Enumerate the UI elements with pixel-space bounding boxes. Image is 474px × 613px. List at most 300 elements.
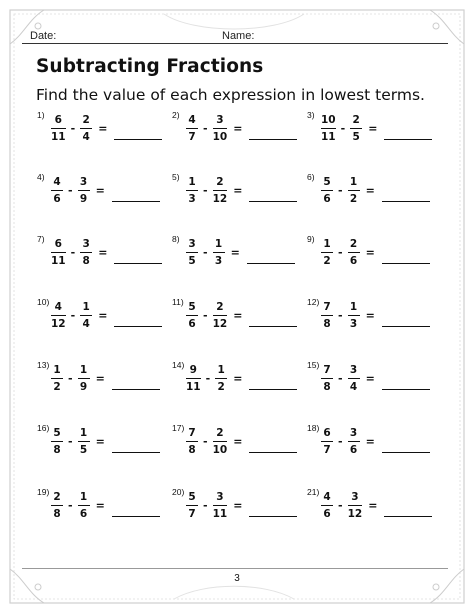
denominator: 12 [347, 507, 363, 520]
fraction-bar [321, 315, 333, 316]
answer-blank[interactable] [249, 440, 297, 453]
denominator: 12 [212, 317, 228, 330]
problem-number: 5) [172, 172, 180, 182]
subtrahend-fraction [213, 238, 225, 267]
fraction-bar [51, 252, 66, 253]
problem-item [172, 172, 302, 208]
problem-item [307, 172, 437, 208]
numerator: 2 [352, 113, 360, 126]
denominator: 11 [186, 380, 201, 393]
problem-expression [186, 110, 297, 146]
subtrahend-fraction [213, 176, 228, 205]
denominator: 2 [349, 192, 358, 205]
denominator: 3 [188, 192, 196, 205]
subtrahend-fraction [348, 238, 360, 267]
date-label: Date: [30, 30, 57, 42]
minus-sign: - [205, 371, 211, 385]
subtrahend-fraction [215, 364, 227, 393]
answer-blank[interactable] [382, 314, 430, 327]
answer-blank[interactable] [114, 127, 162, 140]
minus-sign: - [68, 183, 73, 197]
subtrahend-fraction [78, 427, 90, 456]
problem-expression [51, 360, 160, 396]
minus-sign: - [70, 245, 76, 259]
minus-sign: - [68, 434, 73, 448]
minuend-fraction [186, 114, 198, 143]
fraction-bar [348, 190, 360, 191]
numerator: 3 [82, 237, 90, 250]
numerator: 9 [189, 363, 197, 376]
problem-number: 12) [307, 297, 320, 307]
problem-item [307, 234, 437, 270]
problem-expression [186, 423, 297, 459]
problem-number: 11) [172, 297, 184, 307]
fraction-bar [51, 190, 63, 191]
fraction-bar [80, 128, 92, 129]
problem-expression [321, 487, 432, 523]
numerator: 2 [82, 113, 90, 126]
equals-sign: = [365, 308, 375, 322]
subtrahend-fraction [348, 176, 360, 205]
equals-sign: = [365, 183, 375, 197]
problem-item [37, 423, 167, 459]
numerator: 7 [323, 363, 331, 376]
problem-expression [51, 172, 160, 208]
equals-sign: = [98, 308, 108, 322]
denominator: 6 [349, 443, 358, 456]
problem-item [37, 172, 167, 208]
denominator: 6 [53, 192, 61, 205]
answer-blank[interactable] [114, 314, 162, 327]
problem-number: 21) [307, 487, 320, 497]
denominator: 7 [323, 443, 331, 456]
subtrahend-fraction [213, 491, 228, 520]
minus-sign: - [70, 121, 76, 135]
problem-number: 3) [307, 110, 315, 120]
numerator: 2 [349, 237, 358, 250]
numerator: 1 [79, 426, 88, 439]
problem-number: 15) [307, 360, 320, 370]
minuend-fraction [51, 176, 63, 205]
answer-blank[interactable] [384, 127, 432, 140]
problem-expression [51, 423, 160, 459]
fraction-bar [348, 441, 360, 442]
subtrahend-fraction [350, 114, 362, 143]
minuend-fraction [321, 238, 333, 267]
numerator: 1 [217, 363, 225, 376]
fraction-bar [186, 252, 198, 253]
fraction-bar [80, 315, 92, 316]
denominator: 6 [323, 192, 331, 205]
worksheet-title: Subtracting Fractions [36, 56, 264, 77]
numerator: 3 [351, 490, 359, 503]
denominator: 7 [188, 507, 196, 520]
fraction-bar [186, 315, 198, 316]
equals-sign: = [368, 121, 378, 135]
fraction-bar [51, 315, 66, 316]
problem-expression [321, 423, 430, 459]
equals-sign: = [95, 371, 105, 385]
problem-number: 8) [172, 234, 180, 244]
denominator: 4 [82, 317, 90, 330]
fraction-bar [348, 505, 363, 506]
denominator: 9 [79, 192, 88, 205]
numerator: 7 [188, 426, 196, 439]
minuend-fraction [186, 427, 198, 456]
fraction-bar [321, 252, 333, 253]
minus-sign: - [203, 245, 208, 259]
fraction-bar [213, 441, 228, 442]
minuend-fraction [186, 301, 198, 330]
answer-blank[interactable] [249, 189, 297, 202]
numerator: 2 [216, 426, 224, 439]
equals-sign: = [233, 434, 243, 448]
subtrahend-fraction [78, 491, 90, 520]
answer-blank[interactable] [112, 189, 160, 202]
minus-sign: - [70, 308, 76, 322]
numerator: 3 [216, 490, 224, 503]
equals-sign: = [233, 498, 243, 512]
problem-expression [321, 297, 430, 333]
fraction-bar [321, 190, 333, 191]
fraction-bar [215, 378, 227, 379]
numerator: 1 [79, 363, 88, 376]
denominator: 8 [82, 254, 90, 267]
subtrahend-fraction [348, 301, 360, 330]
denominator: 12 [51, 317, 66, 330]
minus-sign: - [203, 498, 208, 512]
fraction-bar [80, 252, 92, 253]
problem-expression [51, 110, 162, 146]
subtrahend-fraction [213, 114, 228, 143]
problem-expression [186, 297, 297, 333]
denominator: 6 [188, 317, 196, 330]
subtrahend-fraction [80, 114, 92, 143]
minuend-fraction [321, 114, 336, 143]
problem-expression [321, 234, 430, 270]
denominator: 11 [212, 507, 228, 520]
numerator: 3 [188, 237, 196, 250]
numerator: 10 [321, 113, 336, 126]
numerator: 1 [349, 175, 358, 188]
fraction-bar [348, 315, 360, 316]
minus-sign: - [338, 308, 343, 322]
equals-sign: = [233, 308, 243, 322]
answer-blank[interactable] [382, 251, 430, 264]
numerator: 5 [188, 490, 196, 503]
minus-sign: - [203, 183, 208, 197]
fraction-bar [78, 190, 90, 191]
subtrahend-fraction [78, 176, 90, 205]
minuend-fraction [51, 364, 63, 393]
minus-sign: - [203, 121, 208, 135]
minuend-fraction [321, 301, 333, 330]
numerator: 6 [54, 113, 62, 126]
fraction-bar [78, 441, 90, 442]
subtrahend-fraction [80, 238, 92, 267]
minuend-fraction [186, 176, 198, 205]
fraction-bar [51, 128, 66, 129]
minus-sign: - [338, 434, 343, 448]
denominator: 2 [217, 380, 225, 393]
answer-blank[interactable] [247, 251, 295, 264]
minus-sign: - [203, 308, 208, 322]
denominator: 4 [82, 130, 90, 143]
fraction-bar [321, 378, 333, 379]
fraction-bar [186, 505, 198, 506]
minuend-fraction [186, 491, 198, 520]
problem-number: 17) [172, 423, 185, 433]
problem-number: 10) [37, 297, 50, 307]
problem-item [307, 423, 437, 459]
problem-expression [51, 487, 160, 523]
fraction-bar [51, 441, 63, 442]
answer-blank[interactable] [382, 440, 430, 453]
denominator: 4 [349, 380, 358, 393]
answer-blank[interactable] [249, 314, 297, 327]
problem-item [307, 297, 437, 333]
minuend-fraction [51, 491, 63, 520]
equals-sign: = [365, 434, 375, 448]
answer-blank[interactable] [112, 377, 160, 390]
equals-sign: = [95, 183, 105, 197]
minuend-fraction [51, 238, 66, 267]
fraction-bar [213, 128, 228, 129]
problem-number: 19) [37, 487, 50, 497]
equals-sign: = [233, 371, 243, 385]
denominator: 11 [321, 130, 336, 143]
problem-number: 7) [37, 234, 45, 244]
problem-item [37, 110, 167, 146]
numerator: 4 [323, 490, 331, 503]
numerator: 1 [214, 237, 223, 250]
problem-number: 13) [37, 360, 50, 370]
denominator: 11 [51, 254, 66, 267]
minus-sign: - [338, 183, 343, 197]
subtrahend-fraction [80, 301, 92, 330]
fraction-bar [321, 441, 333, 442]
problem-number: 4) [37, 172, 45, 182]
denominator: 8 [188, 443, 196, 456]
problem-number: 9) [307, 234, 315, 244]
equals-sign: = [233, 183, 243, 197]
numerator: 6 [54, 237, 62, 250]
numerator: 3 [349, 426, 358, 439]
header-divider [22, 43, 448, 44]
numerator: 6 [323, 426, 331, 439]
fraction-bar [186, 190, 198, 191]
numerator: 1 [82, 300, 90, 313]
minuend-fraction [321, 427, 333, 456]
numerator: 1 [188, 175, 196, 188]
numerator: 4 [54, 300, 62, 313]
equals-sign: = [95, 498, 105, 512]
denominator: 8 [53, 507, 61, 520]
problem-item [37, 234, 167, 270]
problem-item [172, 234, 302, 270]
fraction-bar [350, 128, 362, 129]
problem-expression [51, 297, 162, 333]
numerator: 5 [53, 426, 61, 439]
problem-expression [321, 172, 430, 208]
fraction-bar [213, 252, 225, 253]
problem-item [172, 110, 302, 146]
fraction-bar [348, 252, 360, 253]
fraction-bar [348, 378, 360, 379]
problem-item [172, 360, 302, 396]
subtrahend-fraction [348, 491, 363, 520]
minus-sign: - [338, 245, 343, 259]
page-number: 3 [234, 573, 240, 584]
minuend-fraction [321, 491, 333, 520]
fraction-bar [321, 128, 336, 129]
numerator: 1 [349, 300, 358, 313]
minuend-fraction [186, 364, 201, 393]
denominator: 10 [212, 443, 228, 456]
minus-sign: - [338, 371, 343, 385]
problem-expression [186, 234, 295, 270]
minuend-fraction [186, 238, 198, 267]
fraction-bar [186, 441, 198, 442]
problem-item [172, 423, 302, 459]
answer-blank[interactable] [382, 377, 430, 390]
footer-divider [22, 568, 448, 569]
subtrahend-fraction [348, 364, 360, 393]
denominator: 5 [79, 443, 88, 456]
denominator: 5 [188, 254, 196, 267]
problem-number: 2) [172, 110, 180, 120]
denominator: 9 [79, 380, 88, 393]
problem-number: 1) [37, 110, 45, 120]
answer-blank[interactable] [249, 504, 297, 517]
fraction-bar [213, 505, 228, 506]
minus-sign: - [68, 498, 73, 512]
minuend-fraction [51, 301, 66, 330]
problem-expression [186, 172, 297, 208]
minus-sign: - [340, 121, 346, 135]
name-label: Name: [222, 30, 255, 42]
problem-number: 14) [172, 360, 185, 370]
numerator: 2 [53, 490, 61, 503]
problem-item [307, 360, 437, 396]
denominator: 8 [323, 380, 331, 393]
answer-blank[interactable] [249, 127, 297, 140]
numerator: 4 [53, 175, 61, 188]
numerator: 3 [79, 175, 88, 188]
numerator: 1 [53, 363, 61, 376]
equals-sign: = [368, 498, 378, 512]
numerator: 5 [323, 175, 331, 188]
minus-sign: - [338, 498, 343, 512]
answer-blank[interactable] [112, 440, 160, 453]
equals-sign: = [98, 121, 108, 135]
problem-number: 6) [307, 172, 315, 182]
numerator: 7 [323, 300, 331, 313]
answer-blank[interactable] [112, 504, 160, 517]
subtrahend-fraction [348, 427, 360, 456]
denominator: 6 [323, 507, 331, 520]
minus-sign: - [68, 371, 73, 385]
minuend-fraction [321, 176, 333, 205]
problem-number: 20) [172, 487, 185, 497]
problem-expression [186, 360, 297, 396]
subtrahend-fraction [213, 427, 228, 456]
denominator: 12 [212, 192, 228, 205]
numerator: 3 [349, 363, 358, 376]
fraction-bar [78, 505, 90, 506]
equals-sign: = [95, 434, 105, 448]
numerator: 4 [188, 113, 196, 126]
answer-blank[interactable] [114, 251, 162, 264]
problem-item [37, 360, 167, 396]
problem-number: 18) [307, 423, 320, 433]
problem-item [172, 487, 302, 523]
numerator: 2 [216, 300, 224, 313]
fraction-bar [51, 505, 63, 506]
equals-sign: = [233, 121, 243, 135]
numerator: 5 [188, 300, 196, 313]
denominator: 3 [349, 317, 358, 330]
problem-expression [186, 487, 297, 523]
equals-sign: = [365, 371, 375, 385]
answer-blank[interactable] [384, 504, 432, 517]
minuend-fraction [51, 114, 66, 143]
denominator: 2 [53, 380, 61, 393]
denominator: 11 [51, 130, 66, 143]
problem-expression [51, 234, 162, 270]
problem-item [37, 297, 167, 333]
numerator: 1 [323, 237, 331, 250]
minuend-fraction [321, 364, 333, 393]
denominator: 7 [188, 130, 196, 143]
instructions: Find the value of each expression in lowest terms. [36, 86, 425, 104]
problem-number: 16) [37, 423, 50, 433]
problem-item [172, 297, 302, 333]
fraction-bar [51, 378, 63, 379]
fraction-bar [186, 378, 201, 379]
subtrahend-fraction [213, 301, 228, 330]
denominator: 6 [79, 507, 88, 520]
equals-sign: = [230, 245, 240, 259]
problem-expression [321, 110, 432, 146]
minuend-fraction [51, 427, 63, 456]
denominator: 3 [214, 254, 223, 267]
problem-item [307, 110, 437, 146]
subtrahend-fraction [78, 364, 90, 393]
answer-blank[interactable] [249, 377, 297, 390]
denominator: 6 [349, 254, 358, 267]
answer-blank[interactable] [382, 189, 430, 202]
fraction-bar [321, 505, 333, 506]
numerator: 3 [216, 113, 224, 126]
numerator: 2 [216, 175, 224, 188]
denominator: 8 [53, 443, 61, 456]
denominator: 10 [212, 130, 228, 143]
fraction-bar [213, 190, 228, 191]
equals-sign: = [365, 245, 375, 259]
equals-sign: = [98, 245, 108, 259]
denominator: 2 [323, 254, 331, 267]
fraction-bar [78, 378, 90, 379]
problem-item [37, 487, 167, 523]
problem-expression [321, 360, 430, 396]
fraction-bar [186, 128, 198, 129]
numerator: 1 [79, 490, 88, 503]
denominator: 5 [352, 130, 360, 143]
minus-sign: - [203, 434, 208, 448]
problem-item [307, 487, 437, 523]
denominator: 8 [323, 317, 331, 330]
